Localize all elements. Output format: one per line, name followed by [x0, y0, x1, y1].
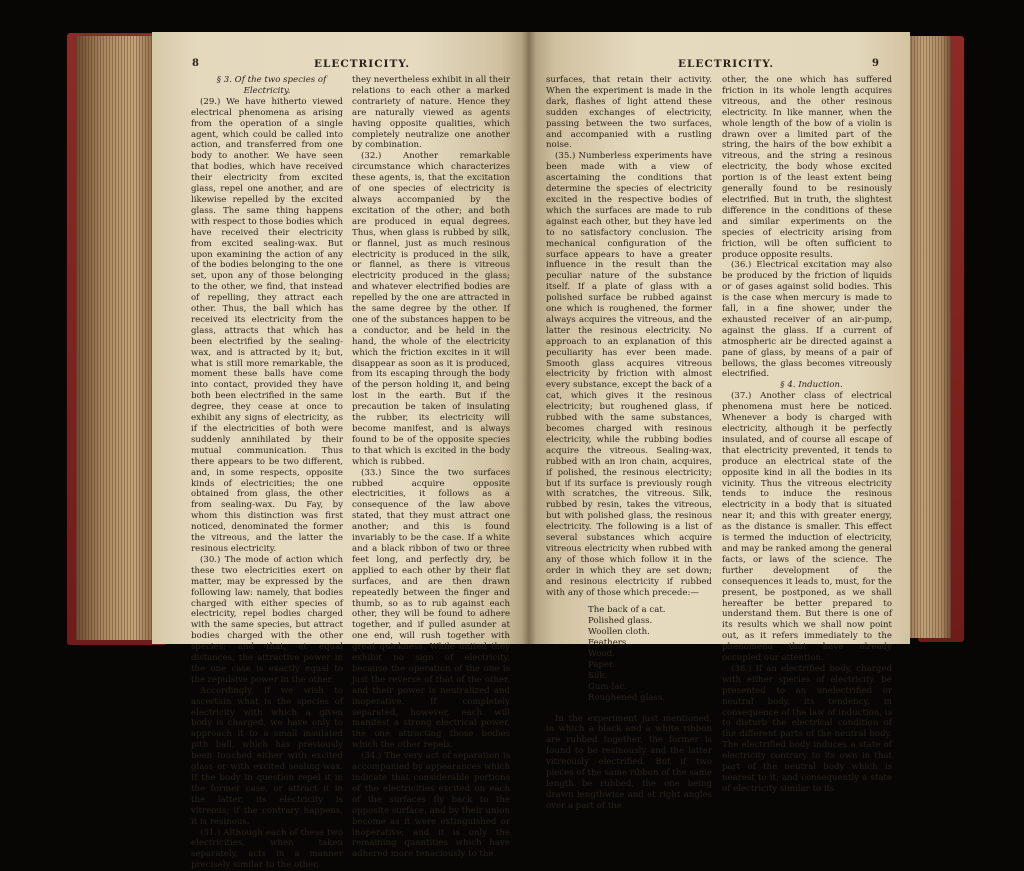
page-edges-right [905, 36, 951, 638]
paragraph: (30.) The mode of action which these two electricities exert on matter, may be expressed by the following law: namely, that bodies charged with either species of electricity, repel bodies charged with the same species, but attract bodies charged with the other species; and that, at equal distances, the attractive power in the one case is exactly equal to the repulsive power in the other. [191, 554, 343, 685]
right-column-2 [722, 75, 892, 794]
paragraph: (29.) We have hitherto viewed electrical phenomena as arising from the operation of a single agent, which could be called into action, and transferred from one body to another. We have seen that bodies, which have received their electricity from excited glass, repel one another, and are likewise repelled by the excited glass. The same thing happens with respect to those bodies which have received their electricity from excited sealing-wax. But upon examining the action of any of the bodies belonging to the one set, upon any of those belonging to the other, we find, that instead of repelling, they attract each other. Thus, the ball which has received its electricity from the glass, attracts that which has been electrified by the sealing-wax, and is attracted by it; but, what is still more remarkable, the moment these balls have come into contact, provided they have both been electrified in the same degree, they cease at once to exhibit any signs of electricity, as if the electricities of both were suddenly annihilated by their mutual communication. Thus there appears to be two different, and, in some respects, opposite kinds of electricities; the one obtained from glass, the other from sealing-wax. Du Fay, by whom this distinction was first noticed, denominated the former the vitreous, and the latter the resinous electricity. [191, 96, 343, 554]
paragraph: (32.) Another remarkable circumstance which characterizes these agents, is, that the excitation of one species of electricity is always accompanied by the excitation of the other; and both are produced in equal degrees. Thus, when glass is rubbed by silk, or flannel, just as much resinous electricity is produced in the silk, or flannel, as there is vitreous electricity produced in the glass; and whatever electrified bodies are repelled by the one are attracted in the same degree by the other. If one of the substances happen to be a conductor, and be held in the hand, the whole of the electricity which the friction excites in it will disappear as soon as it is produced, from its escaping through the body of the person holding it, and being lost in the earth. But if the precaution be taken of insulating the rubber, its electricity will become manifest, and is always found to be of the opposite species to that which is excited in the body which is rubbed. [352, 151, 510, 467]
page-number: 8 [192, 58, 199, 69]
list-item: Feathers. [588, 637, 630, 648]
left-page [152, 32, 528, 871]
list-item: Wood. [588, 648, 615, 659]
left-column-2 [352, 75, 510, 860]
paragraph: surfaces, that retain their activity. When the experiment is made in the dark, flashes of light attend these sudden exchanges of electricity, passing between the two surfaces, and accompanied with a rustling noise. [546, 75, 712, 151]
page-number: 9 [872, 58, 879, 69]
page-edges-left [76, 36, 154, 640]
paragraph: Accordingly, if we wish to ascertain what is the species of electricity with which a given body is charged, we have only to approach it to a small insulated pith ball, which has previously been touched either with excited glass or with excited sealing-wax. If the body in question repel it in the former case, or attract it in the latter, its electricity is vitreous; if the contrary happens, it is resinous. [191, 685, 343, 827]
running-head: ELECTRICITY. [678, 58, 775, 70]
paragraph: they nevertheless exhibit in all their relations to each other a marked contrariety of nature. Hence they are naturally viewed as agents having opposite qualities, which completely neutralize one another by combination. [352, 75, 510, 151]
list-item: Polished glass. [588, 615, 653, 626]
section-heading: § 4. Induction. [780, 380, 843, 391]
list-item: Roughened glass. [588, 692, 666, 703]
list-item: Woollen cloth. [588, 626, 650, 637]
substances-list [588, 605, 712, 704]
right-page [528, 32, 910, 811]
section-heading: § 3. Of the two species of Electricity. [216, 75, 327, 96]
running-head: ELECTRICITY. [314, 58, 411, 70]
paragraph: other, the one which has suffered friction in its whole length acquires vitreous, and the other resinous electricity. In like manner, when the whole length of the bow of a violin is drawn over a limited part of the string, the hairs of the bow exhibit a vitreous, and the string a resinous electricity, the body whose excited portion is of the least extent being generally found to be resinously electrified. But in truth, the slightest difference in the conditions of these and similar experiments on the species of electricity arising from friction, will be often sufficient to produce opposite results. [722, 75, 892, 260]
book-gutter [522, 32, 536, 644]
right-column-1 [546, 75, 712, 811]
paragraph: (33.) Since the two surfaces rubbed acquire opposite electricities, it follows as a consequence of the law above stated, that they must attract one another; and this is found invariably to be the case. If a white and a black ribbon of two or three feet long, and perfectly dry, be applied to each other by their flat surfaces, and are then drawn repeatedly between the finger and thumb, so as to rub against each other, they will be found to adhere together, and if pulled asunder at one end, will rush together with great quickness. While united they exhibit no sign of electricity, because the operation of the one is just the reverse of that of the other, and their power is neutralized and inoperative. If completely separated, however, each will manifest a strong electrical power, the one attracting those bodies which the other repels. [352, 467, 510, 751]
list-item: Gum-lac. [588, 681, 627, 692]
left-column-1 [191, 75, 343, 871]
paragraph: (34.) The very act of separation is accompanied by appearances which indicate that considerable portions of the electricities excited on each of the surfaces fly back to the opposite surface, and by their union become as it were extinguished or inoperative; and it is only the remaining quantities which have adhered more tenaciously to the [352, 751, 510, 860]
paragraph: In the experiment just mentioned, in which a black and a white ribbon are rubbed together, the former is found to be resinously and the latter vitreously electrified. But if two pieces of the same ribbon of the same length be rubbed, the one being drawn lengthwise and at right angles over a part of the [546, 713, 712, 811]
paragraph: (37.) Another class of electrical phenomena must here be noticed. Whenever a body is charged with electricity, although it be perfectly insulated, and of course all escape of that electricity prevented, it tends to produce an electrical state of the opposite kind in all the bodies in its vicinity. Thus the vitreous electricity tends to induce the resinous electricity in a body that is situated near it; and this with greater energy, as the distance is smaller. This effect is termed the induction of electricity, and may be ranked among the general facts, or laws of the science. The further development of the consequences it leads to, must, for the present, be postponed, as we shall hereafter be better prepared to understand them. But there is one of its results which we shall now point out, as it refers immediately to the phenomena that have already occupied our attention. [722, 391, 892, 664]
list-item: Paper. [588, 659, 616, 670]
paragraph: (36.) Electrical excitation may also be produced by the friction of liquids or of gases against solid bodies. This is the case when mercury is made to fall, in a fine shower, under the exhausted receiver of an air-pump, against the glass. If a current of atmospheric air be directed against a pane of glass, by means of a pair of bellows, the glass becomes vitreously electrified. [722, 260, 892, 380]
list-item: The back of a cat. [588, 604, 666, 615]
list-item: Silk. [588, 670, 608, 681]
paragraph: (38.) If an electrified body, charged with either species of electricity, be presented to an unelectrified or neutral body, its tendency, in consequence of the law of induction, is to disturb the electrical condition of the different parts of the neutral body. The electrified body induces a state of electricity contrary to its own in that part of the neutral body which is nearest to it; and consequently a state of electricity similar to its [722, 663, 892, 794]
paragraph: (35.) Numberless experiments have been made with a view of ascertaining the conditions that determine the species of electricity excited in the respective bodies of which the surfaces are made to rub against each other, but they have led to no satisfactory conclusion. The mechanical configuration of the surface appears to have a greater influence in the result than the peculiar nature of the substance itself. If a plate of glass with a polished surface be rubbed against one which is roughened, the former always acquires the vitreous, and the latter the resinous electricity. No approach to an explanation of this peculiarity has ever been made. Smooth glass acquires vitreous electricity by friction with almost every substance, except the back of a cat, which gives it the resinous electricity; but roughened glass, if rubbed with the same substances, becomes charged with resinous electricity, while the rubbing bodies acquire the vitreous. Sealing-wax, rubbed with an iron chain, acquires, if polished, the resinous electricity; but if its surface is previously rough with scratches, the vitreous. Silk, rubbed by resin, takes the vitreous, but with polished glass, the resinous electricity. The following is a list of several substances which acquire vitreous electricity when rubbed with any of those which follow it in the order in which they are set down; and resinous electricity if rubbed with any of those which precede:— [546, 151, 712, 598]
paragraph: (31.) Although each of these two electricities, when taken separately, acts in a manner precisely similar to the other, [191, 827, 343, 871]
